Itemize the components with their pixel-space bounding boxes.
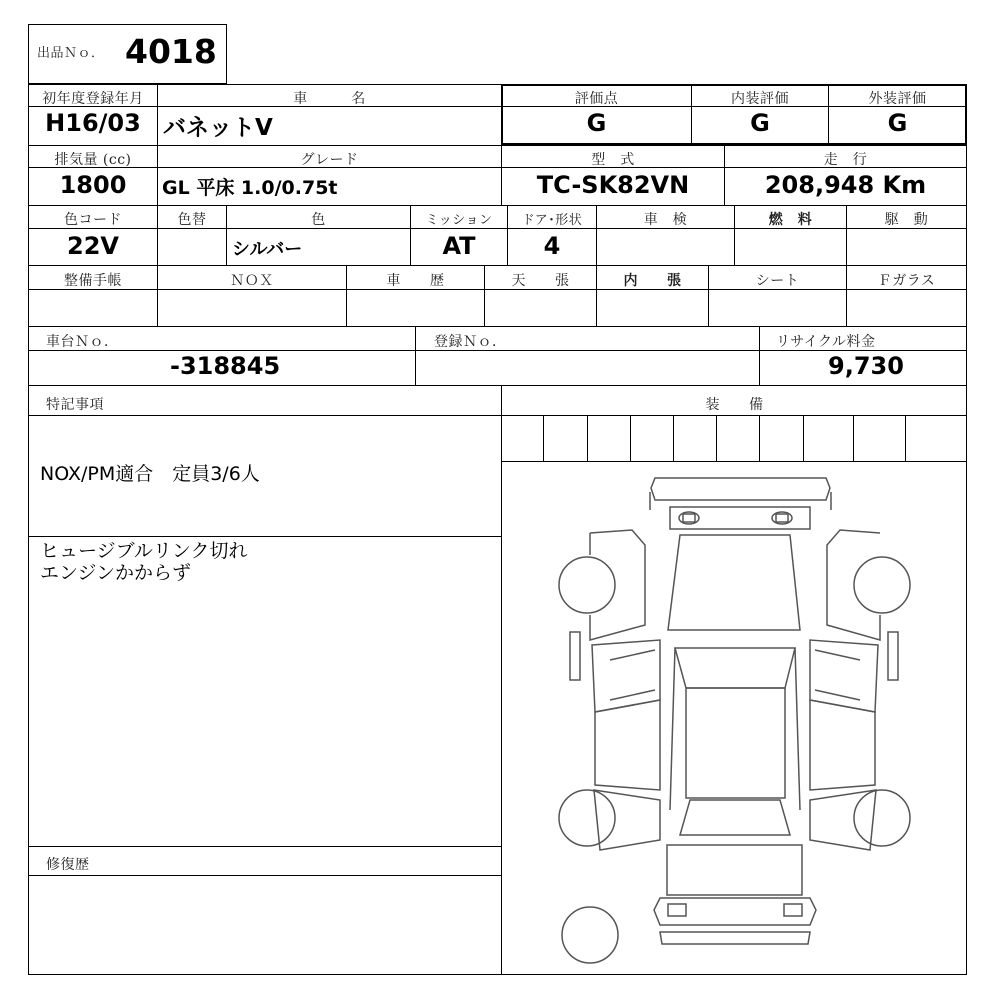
lot-number: 4018 [125, 32, 217, 71]
mission-label: ミッション [425, 213, 493, 228]
drive-label: 駆 動 [884, 212, 929, 228]
mileage-value: 208,948 Km [764, 171, 927, 199]
seat-label: シート [755, 273, 800, 289]
fuel-label: 燃 料 [768, 212, 813, 228]
chassis-label: 車台Ｎｏ． [46, 334, 119, 350]
car-name-value: バネットV [163, 115, 273, 141]
exterior-score-value: G [887, 109, 908, 137]
service-record-label: 整備手帳 [64, 273, 122, 289]
displacement-value: 1800 [59, 171, 127, 199]
model-value: TC-SK82VN [536, 171, 690, 199]
vehicle-history-label: 車 歴 [386, 273, 445, 289]
recycle-fee-value: 9,730 [828, 352, 904, 380]
special-notes-line-1: NOX/PM適合 定員3/6人 [40, 463, 260, 485]
first-reg-value: H16/03 [45, 109, 141, 137]
color-value: シルバー [232, 239, 303, 260]
color-code-value: 22V [67, 232, 119, 260]
mileage-label: 走 行 [823, 152, 868, 168]
grade-value: GL 平床 1.0/0.75t [162, 177, 338, 199]
car-name-label: 車 名 [293, 91, 366, 107]
doors-label: ドア･形状 [521, 213, 583, 228]
registration-no-label: 登録Ｎｏ． [434, 334, 507, 350]
nox-label: ＮＯＸ [230, 273, 274, 289]
car-damage-diagram [502, 462, 966, 974]
front-glass-label: Ｆガラス [877, 273, 936, 289]
inspection-label: 車 検 [643, 212, 688, 228]
special-notes-label: 特記事項 [46, 397, 104, 413]
score-label: 評価点 [574, 91, 619, 107]
doors-value: 4 [543, 232, 561, 260]
interior-trim-label: 内 張 [623, 273, 682, 289]
chassis-value: -318845 [170, 352, 281, 380]
first-reg-label: 初年度登録年月 [42, 91, 144, 107]
mission-value: AT [442, 232, 476, 260]
color-change-label: 色替 [177, 212, 207, 228]
exterior-score-label: 外装評価 [868, 91, 927, 107]
interior-score-value: G [750, 109, 770, 137]
grade-label: グレード [300, 152, 359, 168]
lot-box [28, 24, 227, 84]
equipment-label: 装 備 [705, 397, 764, 413]
score-value: G [586, 109, 607, 137]
color-label: 色 [311, 212, 326, 228]
interior-score-label: 内装評価 [731, 91, 789, 107]
roof-lining-label: 天 張 [511, 273, 570, 289]
model-label: 型 式 [591, 152, 635, 168]
recycle-fee-label: リサイクル料金 [776, 334, 876, 350]
special-notes-line-2: ヒュージブルリンク切れ エンジンかからず [40, 540, 248, 584]
displacement-label: 排気量 (cc) [54, 152, 132, 168]
color-code-label: 色コード [64, 212, 122, 228]
lot-label: 出品Ｎｏ． [37, 46, 105, 61]
repair-history-label: 修復歴 [46, 857, 90, 873]
